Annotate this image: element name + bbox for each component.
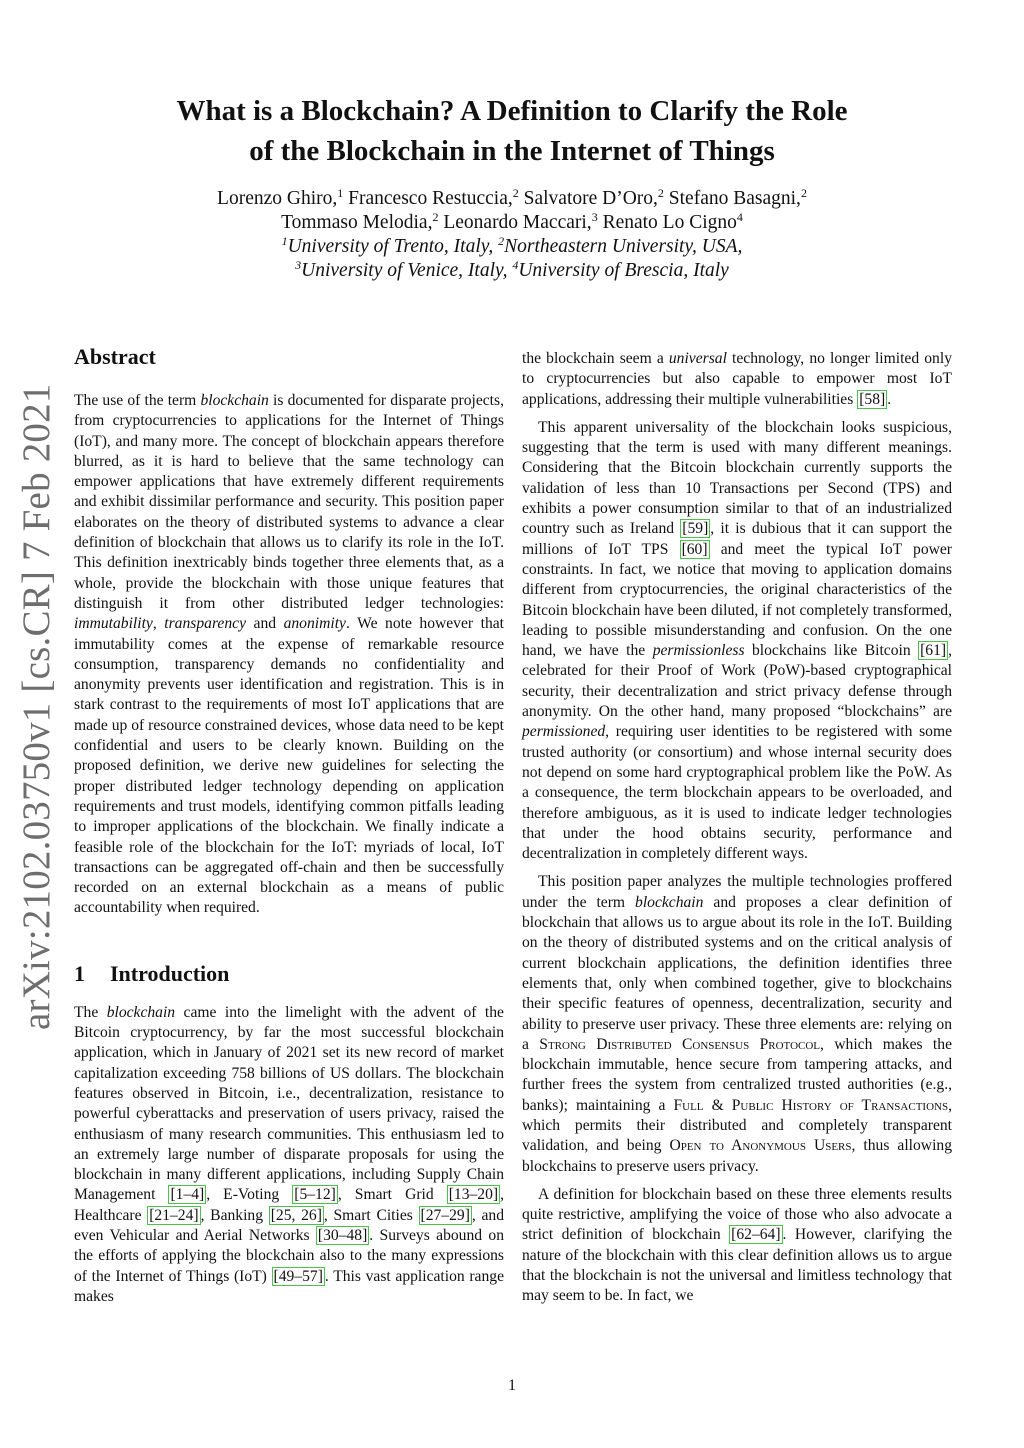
emph: permissioned xyxy=(522,723,606,741)
emph: immutability xyxy=(74,615,153,633)
citation-link[interactable]: [59] xyxy=(682,520,709,538)
text: . This vast application range makes xyxy=(74,1267,504,1305)
small-caps-term: Full & Public History of Transactions xyxy=(673,1096,949,1114)
small-caps-term: Strong Distributed Consensus Protocol xyxy=(539,1035,821,1053)
text: and meet the typical IoT power constraints. In fact, we notice that moving to application domains different from cryptocurrencies, the original characteristics of the Bitcoin blockchain have been diluted, if not completely transformed, leading to possible misunderstanding and confusion. On the one hand, we have the xyxy=(522,540,952,660)
text: . Surveys abound on the efforts of applying the blockchain also to the many expressions of the Internet of Things (IoT) xyxy=(74,1226,504,1285)
text: the blockchain seem a xyxy=(522,350,669,367)
text: , which makes the blockchain immutable, hence secure from tampering attacks, and further frees the system from centralized trusted authorities (e.g., banks); maintaining a xyxy=(522,1035,952,1114)
text: , Smart Grid xyxy=(337,1186,447,1204)
affiliation-line-1 xyxy=(120,235,904,259)
section-number: 1 xyxy=(74,960,85,986)
citation-link[interactable]: [5–12] xyxy=(294,1186,336,1204)
text: , Smart Cities xyxy=(323,1206,419,1224)
paragraph xyxy=(522,872,952,1176)
affil-sup: 4 xyxy=(512,258,519,272)
title-line-2: of the Blockchain in the Internet of Things xyxy=(249,135,775,167)
affiliation: University of Brescia, Italy xyxy=(518,260,729,281)
author-name: Tommaso Melodia, xyxy=(281,212,433,233)
abstract-heading: Abstract xyxy=(74,344,156,369)
text: A definition for blockchain based on these three elements results quite restrictive, amplifying the voice of those who also advocate a strict definition of blockchain xyxy=(522,1185,952,1244)
author-sup: 3 xyxy=(591,210,598,224)
citation-link[interactable]: [13–20] xyxy=(448,1186,499,1204)
emph: permissionless xyxy=(652,642,745,660)
text: , Banking xyxy=(200,1206,269,1224)
text: The use of the term xyxy=(74,392,201,409)
citation-link[interactable]: [21–24] xyxy=(149,1206,199,1224)
text: . xyxy=(887,390,892,408)
citation-link[interactable]: [61] xyxy=(920,642,947,660)
citation-link[interactable]: [58] xyxy=(859,390,886,408)
abstract-body xyxy=(74,391,504,919)
text: , Healthcare xyxy=(74,1186,504,1224)
section-title: Introduction xyxy=(110,960,230,986)
text: , and even Vehicular and Aerial Networks xyxy=(74,1206,505,1244)
left-column xyxy=(74,342,504,1307)
text: , celebrated for their Proof of Work (PoW)-based cryptographical security, their decentralization and strict privacy defense through anonymity. On the other hand, many proposed “blockchains” are xyxy=(522,642,952,721)
text: blockchains like Bitcoin xyxy=(744,642,919,660)
author-sup: 2 xyxy=(657,186,664,200)
text: is documented for disparate projects, from cryptocurrencies to applications for the Internet of Things (IoT), and many more. The concept of blockchain appears therefore blurred, as it is hard to believe that the same technology can empower applications that have extremely different requirements and exhibit dissimilar performance and security. This position paper elaborates on the theory of distributed systems to advance a clear definition of blockchain that allows us to clarify its role in the IoT. This definition inextricably binds together three elements that, as a whole, provide the blockchain with those unique features that distinguish it from other distributed ledger technologies: xyxy=(74,392,504,612)
right-column xyxy=(522,349,952,1307)
emph: blockchain xyxy=(200,392,269,409)
author-name: Lorenzo Ghiro, xyxy=(217,188,338,209)
page-number: 1 xyxy=(508,1377,516,1394)
text: , requiring user identities to be registered with some trusted authority (or consortium) and whose internal security does not depend on some hard cryptographical problem like the PoW. As a consequence, the term blockchain appears to be overloaded, and therefore ambiguous, as it is used to indicate ledger technologies that under the hood obtains security, performance and decentralization in completely different ways. xyxy=(522,723,952,863)
text: . However, clarifying the nature of the blockchain with this clear definition allows us to argue that the blockchain is not the universal and limitless technology that may seem to be. In fact, we xyxy=(522,1226,953,1305)
introduction-heading xyxy=(74,959,504,989)
author-line-1 xyxy=(120,187,904,211)
citation-link[interactable]: [49–57] xyxy=(273,1267,323,1285)
text: , it is dubious that it can support the millions of IoT TPS xyxy=(522,520,952,558)
citation-link[interactable]: [60] xyxy=(681,540,708,558)
citation-link[interactable]: [27–29] xyxy=(420,1206,470,1224)
author-name: Leonardo Maccari, xyxy=(443,212,592,233)
author-sup: 2 xyxy=(432,210,439,224)
text: and xyxy=(246,615,284,633)
emph: anonimity xyxy=(283,615,346,633)
author-sup: 1 xyxy=(337,186,344,200)
emph: blockchain xyxy=(635,893,704,911)
author-sup: 2 xyxy=(800,186,807,200)
author-name: Stefano Basagni, xyxy=(668,188,801,209)
text: , which permits their distributed and completely transparent validation, and being xyxy=(522,1096,952,1155)
text: . We note however that immutability comes at the expense of remarkable resource consumption, transparency demands no confidentiality and anonymity prevents user identification and registration. This is in stark contrast to the requirements of most IoT applications that are made up of resource constrained devices, whose data need to be kept confidential and users to be clearly known. Building on the proposed definition, we derive new guidelines for selecting the proper distributed ledger technology depending on application requirements and trust models, identifying common pitfalls leading to improper applications of the blockchain. We finally indicate a feasible role of the blockchain for the IoT: myriads of local, IoT transactions can be aggregated off-chain and then be successfully recorded on an external blockchain as a means of public accountability when required. xyxy=(74,615,504,917)
affiliation: University of Trento, Italy, xyxy=(287,236,494,257)
author-name: Salvatore D’Oro, xyxy=(523,188,658,209)
text: , xyxy=(152,615,165,633)
text: and proposes a clear definition of blockchain that allows us to argue about its role in the IoT. Building on the theory of distributed systems and on the critical analysis of current blockchain applications, the definition identifies three elements that, only when combined together, give to blockchains their specific features of openness, decentralization, security and ability to preserve user privacy. These three elements are: relying on a xyxy=(522,893,952,1053)
text: , thus allowing blockchains to preserve users privacy. xyxy=(522,1137,952,1175)
affiliation: Northeastern University, USA, xyxy=(504,236,743,257)
paragraph xyxy=(522,1185,952,1307)
author-sup: 2 xyxy=(512,186,519,200)
introduction-body xyxy=(74,1003,504,1307)
author-sup: 4 xyxy=(736,210,743,224)
emph: transparency xyxy=(164,615,246,633)
affiliation: University of Venice, Italy, xyxy=(301,260,508,281)
paragraph xyxy=(522,418,952,865)
affil-sup: 1 xyxy=(281,234,288,248)
affil-sup: 3 xyxy=(295,258,302,272)
author-line-2 xyxy=(120,211,904,235)
citation-link[interactable]: [1–4] xyxy=(170,1186,205,1204)
citation-link[interactable]: [30–48] xyxy=(317,1226,368,1244)
paragraph xyxy=(522,349,952,410)
citation-link[interactable]: [25, 26] xyxy=(270,1206,322,1224)
author-name: Renato Lo Cigno xyxy=(602,212,737,233)
text: came into the limelight with the advent of the Bitcoin cryptocurrency, by far the most successful blockchain application, which in January of 2021 set its new record of market capitalization exceeding 758 billions of US dollars. The blockchain features observed in Bitcoin, i.e., decentralization, resistance to powerful cyberattacks and preservation of users privacy, raised the enthusiasm of many research communities. This enthusiasm led to an extremely large number of disparate proposals for using the blockchain in many different applications, including Supply Chain Management xyxy=(74,1003,504,1204)
small-caps-term: Open to Anonymous Users xyxy=(669,1137,852,1155)
emph: universal xyxy=(668,350,727,367)
emph: blockchain xyxy=(106,1003,176,1021)
text: This apparent universality of the blockchain looks suspicious, suggesting that the term is used with many different meanings. Considering that the Bitcoin blockchain currently supports the validation of less than 10 Transactions per Second (TPS) and exhibits a power consumption similar to that of an industrialized country such as Ireland xyxy=(522,418,952,538)
affil-sup: 2 xyxy=(498,234,505,248)
text: technology, no longer limited only to cryptocurrencies but also capable to empower most IoT applications, addressing their multiple vulnerabilities xyxy=(522,350,952,408)
arxiv-side-stamp: arXiv:2102.03750v1 [cs.CR] 7 Feb 2021 xyxy=(15,383,58,1030)
text: , E-Voting xyxy=(206,1186,293,1204)
citation-link[interactable]: [62–64] xyxy=(731,1226,781,1244)
author-name: Francesco Restuccia, xyxy=(348,188,513,209)
title-line-1: What is a Blockchain? A Definition to Clarify the Role xyxy=(176,95,848,127)
paper-title xyxy=(120,91,904,171)
author-block xyxy=(120,187,904,283)
text: This position paper analyzes the multiple technologies proffered under the term xyxy=(522,873,952,911)
affiliation-line-2 xyxy=(120,259,904,283)
text: The xyxy=(74,1003,107,1021)
